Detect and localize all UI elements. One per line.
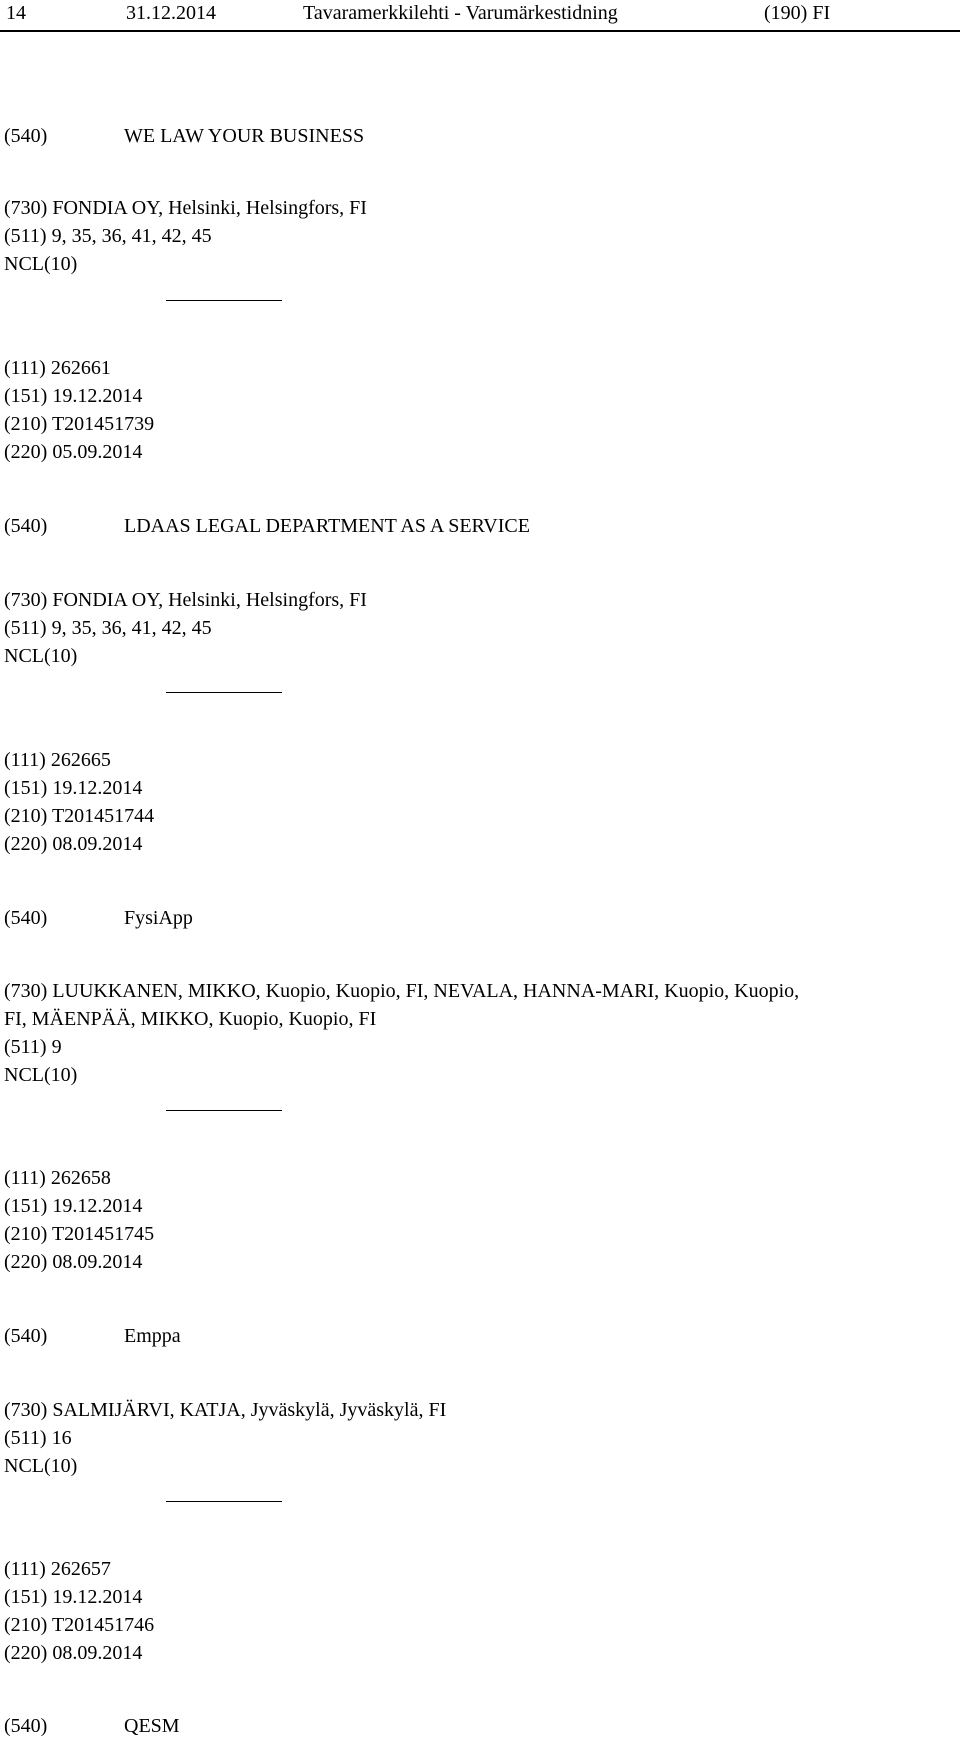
mark-code: (540) [4, 125, 48, 147]
mark-code: (540) [4, 1325, 48, 1347]
application-date: (220) 08.09.2014 [4, 1642, 143, 1664]
entry-separator [166, 1110, 282, 1111]
registration-date: (151) 19.12.2014 [4, 777, 143, 799]
registration-number: (111) 262657 [4, 1558, 111, 1580]
page-header [0, 0, 960, 28]
class-list: (511) 9, 35, 36, 41, 42, 45 [4, 225, 212, 247]
ncl-edition: NCL(10) [4, 1064, 78, 1086]
publication-title: Tavaramerkkilehti - Varumärkestidning [303, 2, 618, 24]
entry-separator [166, 300, 282, 301]
class-list: (511) 9, 35, 36, 41, 42, 45 [4, 617, 212, 639]
application-date: (220) 05.09.2014 [4, 441, 143, 463]
page-number: 14 [6, 2, 26, 24]
mark-code: (540) [4, 1715, 48, 1737]
registration-date: (151) 19.12.2014 [4, 1586, 143, 1608]
owner-line: (730) LUUKKANEN, MIKKO, Kuopio, Kuopio, FI, NEVALA, HANNA-MARI, Kuopio, Kuopio, [4, 980, 800, 1002]
owner-line: FI, MÄENPÄÄ, MIKKO, Kuopio, Kuopio, FI [4, 1008, 377, 1030]
application-number: (210) T201451739 [4, 413, 155, 435]
registration-number: (111) 262661 [4, 357, 111, 379]
class-list: (511) 16 [4, 1427, 72, 1449]
owner-line: (730) SALMIJÄRVI, KATJA, Jyväskylä, Jyväskylä, FI [4, 1399, 447, 1421]
ncl-edition: NCL(10) [4, 645, 78, 667]
registration-date: (151) 19.12.2014 [4, 1195, 143, 1217]
application-number: (210) T201451745 [4, 1223, 155, 1245]
entry-separator [166, 1501, 282, 1502]
class-list: (511) 9 [4, 1036, 62, 1058]
registration-date: (151) 19.12.2014 [4, 385, 143, 407]
application-date: (220) 08.09.2014 [4, 833, 143, 855]
application-date: (220) 08.09.2014 [4, 1251, 143, 1273]
mark-text: LDAAS LEGAL DEPARTMENT AS A SERVICE [124, 515, 530, 537]
mark-code: (540) [4, 515, 48, 537]
application-number: (210) T201451744 [4, 805, 155, 827]
owner-line: (730) FONDIA OY, Helsinki, Helsingfors, FI [4, 589, 367, 611]
issue-date: 31.12.2014 [126, 2, 216, 24]
registration-number: (111) 262658 [4, 1167, 111, 1189]
owner-line: (730) FONDIA OY, Helsinki, Helsingfors, FI [4, 197, 367, 219]
mark-text: WE LAW YOUR BUSINESS [124, 125, 365, 147]
application-number: (210) T201451746 [4, 1614, 155, 1636]
header-rule [0, 30, 960, 32]
country-code: (190) FI [764, 2, 831, 24]
mark-text: QESM [124, 1715, 180, 1737]
ncl-edition: NCL(10) [4, 253, 78, 275]
ncl-edition: NCL(10) [4, 1455, 78, 1477]
registration-number: (111) 262665 [4, 749, 111, 771]
mark-text: FysiApp [124, 907, 193, 929]
mark-text: Emppa [124, 1325, 181, 1347]
entry-separator [166, 692, 282, 693]
mark-code: (540) [4, 907, 48, 929]
